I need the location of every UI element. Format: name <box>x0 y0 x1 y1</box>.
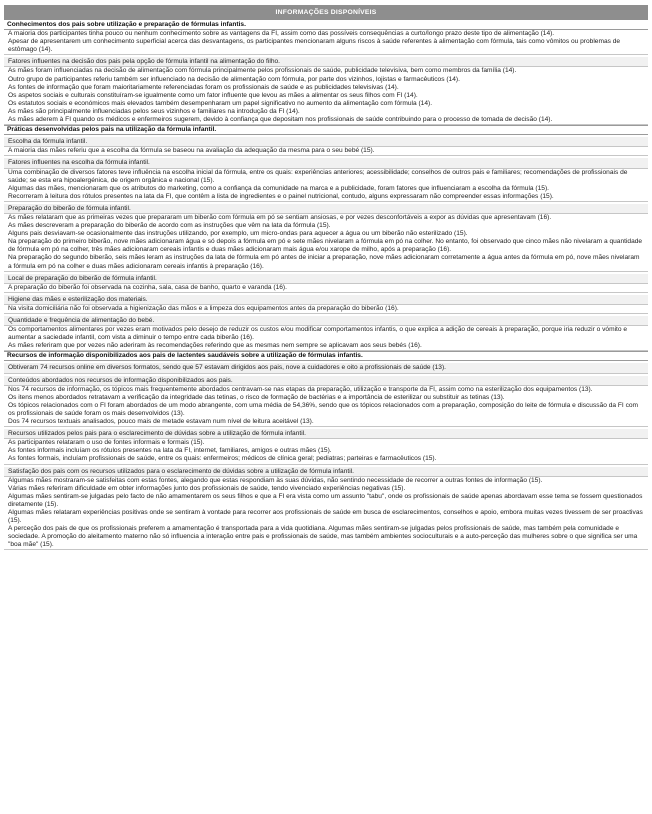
finding-text: Algumas mães mostraram-se satisfeitas com estas fontes, alegando que estas respondiam às suas dúvidas, não sentindo necessidade de recorrer a outras fontes de informação (15). <box>8 476 543 484</box>
finding-text: Algumas das mães, mencionaram que os atributos do marketing, como a confiança da comunidade na marca e a publicidade, foram fatores que influenciaram a escolha da fórmula (15). <box>8 184 549 192</box>
subheading: Fatores influentes na escolha da fórmula infantil. <box>4 158 648 168</box>
subheading: Fatores influentes na decisão dos pais pela opção de fórmula infantil na alimentação do filho. <box>4 57 648 67</box>
finding-block <box>4 147 648 156</box>
subheading: Higiene das mães e esterilização dos materiais. <box>4 295 648 305</box>
table-header: INFORMAÇÕES DISPONÍVEIS <box>4 5 648 20</box>
finding-text: Uma combinação de diversos fatores teve influência na escolha inicial da fórmula, entre os quais: experiências anteriores; acessibilidade; conselhos de outros pais e familiares; recomendações de profissionais de saúde; se esta era hipoalergénica, de origem orgânica e nacional (15). <box>8 168 628 184</box>
subheading: Escolha da fórmula infantil. <box>4 137 648 147</box>
finding-text: Dos 74 recursos textuais analisados, pouco mais de metade estavam num nível de leitura aceitável (13). <box>8 418 314 426</box>
finding-text: As participantes relataram o uso de fontes informais e formais (15). <box>8 439 205 447</box>
finding-text: Várias mães referiram dificuldade em obter informações junto dos profissionais de saúde, tendo vivenciado experiências negativas (15). <box>8 484 406 492</box>
table-body <box>4 21 648 550</box>
finding-block <box>4 67 648 125</box>
finding-block <box>4 326 648 351</box>
finding-text: As fontes de informação que foram maioritariamente referenciadas foram os profissionais de saúde e as publicidades televisivas (14). <box>8 83 399 91</box>
finding-text: A maioria dos participantes tinha pouco ou nenhum conhecimento sobre as vantagens da FI, assim como das possíveis consequências a curto/longo prazo deste tipo de alimentação (14). <box>8 30 555 38</box>
finding-text: Na visita domiciliária não foi observada a higienização das mãos e a limpeza dos equipamentos antes da preparação do biberão (16). <box>8 304 399 312</box>
section <box>4 21 648 125</box>
finding-block <box>4 386 648 427</box>
finding-text: Os estatutos sociais e económicos mais elevados também desempenharam um papel significativo no aumento da alimentação com fórmula (14). <box>8 99 433 107</box>
finding-text: As mães são principalmente influenciadas pelos seus vizinhos e familiares na introdução da FI (14). <box>8 107 300 115</box>
section-title: Recursos de informação disponibilizados aos pais de lactentes saudáveis sobre a utilização de fórmulas infantis. <box>4 351 648 361</box>
section-title: Práticas desenvolvidas pelos pais na utilização da fórmula infantil. <box>4 125 648 135</box>
finding-text: Os tópicos relacionados com o FI foram abordados de um modo abrangente, com uma média de 54,36%, sendo que os tópicos relacionados com a preparação, composição do leite de fórmula e discussão da FI com os profissionais de saúde foram os mais desenvolvidos (13). <box>8 401 639 417</box>
subheading: Conteúdos abordados nos recursos de informação disponibilizados aos pais. <box>4 376 648 386</box>
finding-text: Algumas mães relataram experiências positivas onde se sentiram à vontade para recorrer aos profissionais de saúde em busca de esclarecimentos, conselhos e apoio, embora muitas vezes tivessem de ser proactivas (15). <box>8 508 643 525</box>
finding-text: As mães descreveram a preparação do biberão de acordo com as instruções que vêm na lata da fórmula (15). <box>8 222 331 230</box>
finding-text: A perceção dos pais de que os profissionais preferem a amamentação é transportada para a vida quotidiana. Algumas mães sentiram-se julgadas pelos profissionais de saúde, mas também pela comunidade e sociedade. A promoção do aleitamento materno não só influencia a interação entre pais e profissionais de saúde, mas também ambientes socioculturais e a auto-perceção das mulheres sobre o que significa ser uma "boa mãe" (15). <box>8 525 638 549</box>
finding-text: Os itens menos abordados retratavam a verificação da integridade das tetinas, o risco de formação de bactérias e a importância de esterilizar ou substituir as tetinas (13). <box>8 393 505 401</box>
subheading: Satisfação dos pais com os recursos utilizados para o esclarecimento de dúvidas sobre a utilização de fórmula infantil. <box>4 467 648 477</box>
finding-block <box>4 439 648 464</box>
finding-block <box>4 30 648 55</box>
finding-block <box>4 305 648 314</box>
subheading: Preparação do biberão de fórmula infantil. <box>4 204 648 214</box>
finding-text: Na preparação do primeiro biberão, nove mães adicionaram água e só depois a fórmula em pó e sete mães nivelaram a fórmula em pó na colher. No entanto, foi observado que cinco mães não nivelaram a quantidade de fórmula em pó na colher, três mães adicionaram cereais infantis e duas mães adicionaram mais água e/ou xarope de milho, após a preparação (16). <box>8 238 643 254</box>
finding-text: As fontes informais incluíam os rótulos presentes na lata da FI, internet, familiares, amigos e outras mães (15). <box>8 447 332 455</box>
finding-text: As mães referiram que por vezes não aderiram às recomendações referindo que as mesmas nem sempre se aplicavam aos seus bebés (16). <box>8 342 422 350</box>
section-title: Conhecimentos dos pais sobre utilização e preparação de fórmulas infantis. <box>4 21 648 30</box>
section <box>4 125 648 351</box>
finding-block <box>4 284 648 293</box>
finding-text: Apesar de apresentarem um conhecimento superficial acerca das desvantagens, os participantes mencionaram alguns riscos à saúde referentes à alimentação com fórmula, tais como vômitos ou problemas de estômago (14). <box>8 38 621 54</box>
info-table <box>4 5 648 550</box>
finding-text: Recorreram à leitura dos rótulos presentes na lata da FI, que contêm a lista de ingredientes e o painel nutricional, contudo, alguns expressaram não compreender essas informações (15). <box>8 192 554 200</box>
finding-block <box>4 169 648 202</box>
finding-text: Na preparação do segundo biberão, seis mães leram as instruções da lata de fórmula em pó antes de iniciar a preparação, nove mães adicionaram corretamente a água antes da fórmula em pó, nove mães nivelaram a fórmula em pó na colher e duas mães adicionaram cereais infantis à preparação (16). <box>8 254 640 270</box>
section <box>4 351 648 550</box>
finding-text: As mães relataram que as primeiras vezes que prepararam um biberão com fórmula em pó se sentiam ansiosas, e por vezes desconfortáveis a expor as dúvidas que apresentavam (16). <box>8 213 552 221</box>
finding-block <box>4 214 648 272</box>
finding-block <box>4 477 648 551</box>
finding-text: Os aspetos sociais e culturais constituíram-se igualmente como um fator influente que levou as mães a alimentar os seus filhos com FI (14). <box>8 91 418 99</box>
finding-text: Nos 74 recursos de informação, os tópicos mais frequentemente abordados centravam-se nas etapas da preparação, utilização e transporte da FI, assim como na esterilização dos equipamentos (13). <box>8 385 593 393</box>
finding-text: Alguns pais desviavam-se ocasionalmente das instruções utilizando, por exemplo, um micro-ondas para aquecer a água ou um biberão não esterilizado (15). <box>8 230 468 238</box>
finding-text: Outro grupo de participantes referiu também ser influenciado na decisão de alimentação com fórmula, por parte dos vizinhos, lojistas e farmacêuticos (14). <box>8 75 460 83</box>
subheading: Obtiveram 74 recursos online em diversos formatos, sendo que 57 estavam dirigidos aos pais, nove a cuidadores e oito a profissionais de saúde (13). <box>4 363 648 373</box>
finding-text: As fontes formais, incluíam profissionais de saúde, entre os quais: enfermeiros; médicos de clínica geral; pediatras; parteiras e farmacêuticos (15). <box>8 455 437 463</box>
finding-text: A maioria das mães referiu que a escolha da fórmula se baseou na avaliação da adequação da mesma para o seu bebé (15). <box>8 147 375 155</box>
subheading: Local de preparação do biberão de fórmula infantil. <box>4 274 648 284</box>
finding-text: As mães aderem à FI quando os médicos e enfermeiros sugerem, devido à confiança que depositam nos profissionais de saúde contribuindo para o processo de tomada de decisão (14). <box>8 116 553 124</box>
finding-text: A preparação do biberão foi observada na cozinha, sala, casa de banho, quarto e varanda (16). <box>8 283 287 291</box>
finding-text: Os comportamentos alimentares por vezes eram motivados pelo desejo de reduzir os custos e/ou modificar comportamentos infantis, o que explica a adição de cereais à preparação, porque iria reduzir o vómito e aumentar a saciedade infantil, com vista a diminuir o tempo entre cada biberão (16). <box>8 326 628 342</box>
finding-text: As mães foram influenciadas na decisão de alimentação com fórmula principalmente pelos profissionais de saúde, publicidade televisiva, bem como membros da família (14). <box>8 67 517 75</box>
subheading: Quantidade e frequência de alimentação do bebé. <box>4 316 648 326</box>
finding-text: Algumas mães sentiram-se julgadas pelo facto de não amamentarem os seus filhos e que a FI era vista como um assunto "tabu", onde os profissionais de saúde apenas abordavam esse tema se fossem questionados diretamente (15). <box>8 492 643 508</box>
subheading: Recursos utilizados pelos pais para o esclarecimento de dúvidas sobre a utilização de fórmula infantil. <box>4 429 648 439</box>
